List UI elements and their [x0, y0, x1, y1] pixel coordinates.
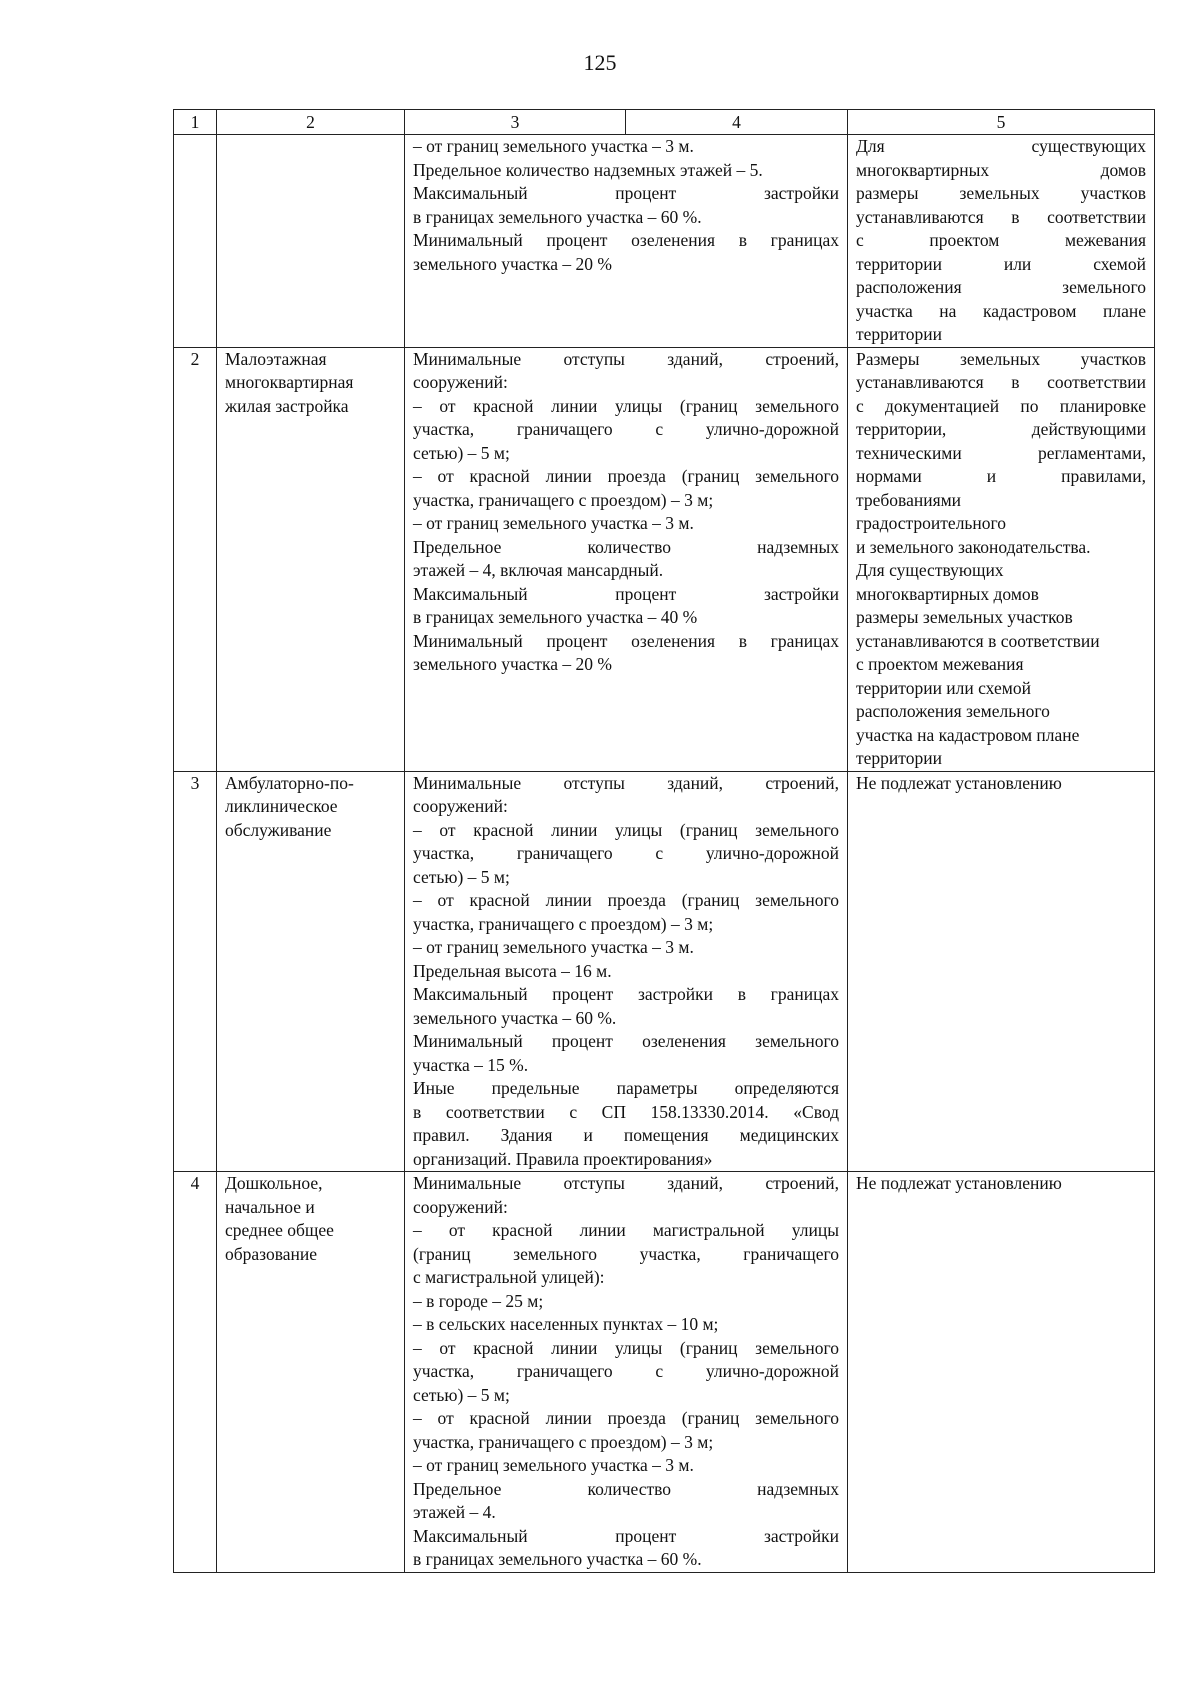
parameter-line: участка, граничащего с улично-дорожной [413, 843, 839, 863]
parameter-line: сооружений: [413, 372, 508, 392]
parameter-line: – от красной линии улицы (границ земельного [413, 1337, 839, 1358]
parameter-line: – от границ земельного участка – 3 м. [413, 136, 694, 156]
row-number: 3 [174, 771, 217, 1172]
parameter-line: с магистральной улицей): [413, 1267, 605, 1287]
parameter-line: Предельная высота – 16 м. [413, 960, 612, 981]
parameter-line: – от красной линии проезда (границ земельного [413, 890, 839, 910]
name-line: многоквартирная [225, 372, 354, 392]
notes-cell [848, 135, 1155, 348]
parameter-line: участка, граничащего с проездом) – 3 м; [413, 913, 714, 934]
note-line: размеры земельных участков [856, 607, 1073, 627]
parameter-line: в границах земельного участка – 60 %. [413, 1549, 702, 1569]
parameter-line: правил. Здания и помещения медицинских [413, 1125, 839, 1145]
note-line: Размеры земельных участков [856, 348, 1146, 369]
parameter-line: – в сельских населенных пунктах – 10 м; [413, 1314, 719, 1334]
name-line: Малоэтажная [225, 348, 327, 369]
parameter-line: Минимальный процент озеленения в границах [413, 630, 839, 651]
note-line: техническими регламентами, [856, 442, 1146, 463]
name-line: обслуживание [225, 819, 332, 840]
parameter-line: участка – 15 %. [413, 1054, 529, 1075]
parameter-line: в границах земельного участка – 60 %. [413, 206, 702, 227]
parameter-line: – от красной линии проезда (границ земельного [413, 1408, 839, 1428]
table-row [174, 771, 1155, 1172]
row-number: 2 [174, 347, 217, 771]
note-line: с проектом межевания [856, 654, 1024, 674]
note-line: размеры земельных участков [856, 183, 1146, 203]
note-line: территории или схемой [856, 253, 1146, 274]
notes-cell [848, 1172, 1155, 1573]
note-line: Не подлежат установлению [856, 772, 1062, 793]
parameter-line: в границах земельного участка – 40 % [413, 607, 698, 627]
parameter-line: в соответствии с СП 158.13330.2014. «Свод [413, 1101, 839, 1122]
note-line: территории [856, 748, 942, 768]
note-line: Для существующих [856, 560, 1004, 580]
parameter-line: Минимальные отступы зданий, строений, [413, 1173, 839, 1193]
parameter-line: земельного участка – 60 %. [413, 1007, 617, 1028]
parameter-line: – от границ земельного участка – 3 м. [413, 937, 694, 957]
parameter-line: Иные предельные параметры определяются [413, 1078, 839, 1098]
name-line: среднее общее [225, 1220, 334, 1240]
parameter-line: – от красной линии магистральной улицы [413, 1220, 839, 1240]
page-number: 125 [583, 50, 617, 75]
table-row [174, 347, 1155, 771]
land-use-name [217, 771, 405, 1172]
table-row [174, 135, 1155, 348]
note-line: с документацией по планировке [856, 395, 1146, 416]
notes-cell [848, 771, 1155, 1172]
notes-cell [848, 347, 1155, 771]
note-line: и земельного законодательства. [856, 536, 1091, 557]
note-line: устанавливаются в соответствии [856, 630, 1100, 651]
header-cell-2: 2 [217, 110, 405, 135]
row-number [174, 135, 217, 348]
parameter-line: Предельное количество надземных [413, 536, 839, 557]
header-cell-5: 5 [848, 110, 1155, 135]
note-line: территории, действующими [856, 419, 1146, 439]
note-line: расположения земельного [856, 277, 1146, 297]
parameter-line: этажей – 4. [413, 1502, 496, 1522]
parameter-line: земельного участка – 20 % [413, 253, 612, 274]
parameter-line: Максимальный процент застройки в границах [413, 984, 839, 1004]
parameter-line: Минимальные отступы зданий, строений, [413, 772, 839, 793]
note-line: территории или схемой [856, 677, 1031, 698]
name-line: ликлиническое [225, 796, 338, 816]
land-use-name [217, 1172, 405, 1573]
note-line: участка на кадастровом плане [856, 300, 1146, 321]
parameter-line: этажей – 4, включая мансардный. [413, 560, 664, 580]
parameter-line: Минимальный процент озеленения в границах [413, 230, 839, 250]
parameters-cell [405, 135, 848, 348]
header-cell-3: 3 [405, 110, 626, 135]
parameter-line: Максимальный процент застройки [413, 183, 839, 203]
header-cell-4: 4 [626, 110, 848, 135]
parameter-line: – от красной линии улицы (границ земельного [413, 395, 839, 416]
parameters-cell [405, 347, 848, 771]
name-line: Амбулаторно-по- [225, 772, 354, 793]
parameter-line: участка, граничащего с улично-дорожной [413, 419, 839, 439]
parameter-line: Максимальный процент застройки [413, 583, 839, 604]
header-row [174, 110, 1155, 135]
parameter-line: сетью) – 5 м; [413, 1384, 510, 1405]
note-line: требованиями [856, 489, 962, 510]
parameter-line: – от границ земельного участка – 3 м. [413, 513, 694, 533]
table-row [174, 1172, 1155, 1573]
parameter-line: участка, граничащего с проездом) – 3 м; [413, 489, 714, 510]
note-line: с проектом межевания [856, 230, 1146, 250]
parameter-line: организаций. Правила проектирования» [413, 1148, 713, 1169]
parameter-line: Минимальные отступы зданий, строений, [413, 348, 839, 369]
note-line: устанавливаются в соответствии [856, 372, 1146, 392]
parameter-line: Предельное количество надземных этажей – 5. [413, 159, 763, 180]
note-line: устанавливаются в соответствии [856, 206, 1146, 227]
parameters-cell [405, 1172, 848, 1573]
note-line: градостроительного [856, 513, 1007, 533]
parameter-line: участка, граничащего с проездом) – 3 м; [413, 1431, 714, 1452]
note-line: Для существующих [856, 136, 1146, 156]
name-line: Дошкольное, [225, 1173, 323, 1193]
parameter-line: – от красной линии улицы (границ земельного [413, 819, 839, 840]
parameter-line: – от красной линии проезда (границ земельного [413, 466, 839, 486]
land-use-name [217, 135, 405, 348]
header-cell-1: 1 [174, 110, 217, 135]
parameter-line: Минимальный процент озеленения земельного [413, 1031, 839, 1051]
parameter-line: (границ земельного участка, граничащего [413, 1243, 839, 1264]
note-line: участка на кадастровом плане [856, 724, 1080, 745]
parameters-cell [405, 771, 848, 1172]
parameter-line: Предельное количество надземных [413, 1478, 839, 1499]
regulations-table [173, 109, 1155, 1573]
note-line: многоквартирных домов [856, 583, 1039, 604]
parameter-line: – от границ земельного участка – 3 м. [413, 1455, 694, 1475]
note-line: нормами и правилами, [856, 466, 1146, 486]
name-line: образование [225, 1243, 318, 1264]
parameter-line: земельного участка – 20 % [413, 654, 612, 674]
name-line: жилая застройка [225, 395, 349, 416]
note-line: Не подлежат установлению [856, 1173, 1062, 1193]
parameter-line: Максимальный процент застройки [413, 1525, 839, 1546]
parameter-line: участка, граничащего с улично-дорожной [413, 1361, 839, 1381]
parameter-line: – в городе – 25 м; [413, 1290, 544, 1311]
parameter-line: сетью) – 5 м; [413, 866, 510, 887]
land-use-name [217, 347, 405, 771]
note-line: расположения земельного [856, 701, 1050, 721]
note-line: многоквартирных домов [856, 159, 1146, 180]
row-number: 4 [174, 1172, 217, 1573]
note-line: территории [856, 324, 942, 344]
name-line: начальное и [225, 1196, 315, 1217]
parameter-line: сетью) – 5 м; [413, 442, 510, 463]
parameter-line: сооружений: [413, 1196, 508, 1217]
parameter-line: сооружений: [413, 796, 508, 816]
